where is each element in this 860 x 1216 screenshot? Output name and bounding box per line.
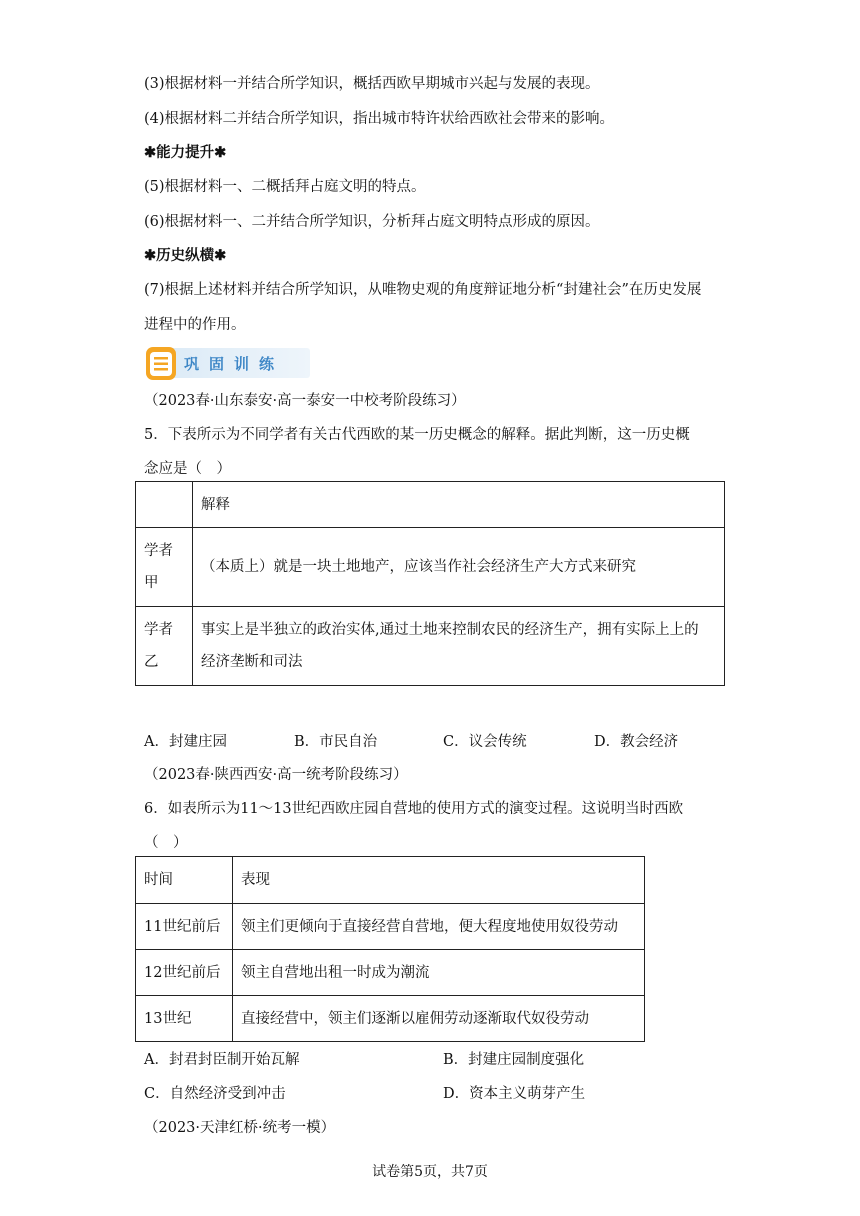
table-row [136, 904, 645, 950]
table-cell: （本质上）就是一块土地地产，应该当作社会经济生产大方式来研究 [193, 528, 725, 607]
table-cell: 学者 乙 [136, 607, 193, 686]
question-4: (4)根据材料二并结合所学知识，指出城市特许状给西欧社会带来的影响。 [144, 111, 615, 127]
q6-table [135, 856, 645, 1042]
table-cell: 13世纪 [136, 996, 233, 1042]
q6-stem: 6．如表所示为11～13世纪西欧庄园自营地的使用方式的演变过程。这说明当时西欧 [144, 801, 684, 817]
question-3: (3)根据材料一并结合所学知识，概括西欧早期城市兴起与发展的表现。 [144, 76, 600, 92]
question-5-sub: (5)根据材料一、二概括拜占庭文明的特点。 [144, 179, 426, 195]
table-row [136, 950, 645, 996]
table-row [136, 607, 725, 686]
question-7-cont: 进程中的作用。 [144, 317, 246, 333]
q6-option-a[interactable]: A．封君封臣制开始瓦解 [144, 1052, 300, 1068]
section-history: ✱历史纵横✱ [144, 247, 227, 264]
table-row [136, 996, 645, 1042]
table-cell: 领主自营地出租一时成为潮流 [233, 950, 645, 996]
q6-source: （2023春·陕西西安·高一统考阶段练习） [144, 767, 408, 783]
notepad-icon [144, 345, 180, 383]
q5-option-a[interactable]: A．封建庄园 [144, 734, 227, 750]
question-6-sub: (6)根据材料一、二并结合所学知识，分析拜占庭文明特点形成的原因。 [144, 214, 600, 230]
practice-banner [144, 345, 310, 379]
q5-source: （2023春·山东泰安·高一泰安一中校考阶段练习） [144, 393, 466, 409]
table-header-cell: 解释 [193, 482, 725, 528]
q6-stem-cont: （ ） [144, 835, 188, 851]
banner-label: 巩固训练 [184, 355, 285, 373]
question-7: (7)根据上述材料并结合所学知识，从唯物史观的角度辩证地分析“封建社会”在历史发展 [144, 282, 702, 298]
q6-option-b[interactable]: B．封建庄园制度强化 [443, 1052, 585, 1068]
page-footer: 试卷第5页，共7页 [372, 1164, 488, 1180]
q5-table [135, 481, 725, 686]
table-cell: 11世纪前后 [136, 904, 233, 950]
q5-stem-cont: 念应是（ ） [144, 461, 231, 477]
q6-option-c[interactable]: C．自然经济受到冲击 [144, 1086, 286, 1102]
table-cell: 学者 甲 [136, 528, 193, 607]
table-cell: 12世纪前后 [136, 950, 233, 996]
q5-option-b[interactable]: B．市民自治 [294, 734, 378, 750]
q5-stem: 5．下表所示为不同学者有关古代西欧的某一历史概念的解释。据此判断，这一历史概 [144, 427, 690, 443]
table-header-cell: 时间 [136, 857, 233, 904]
table-row [136, 528, 725, 607]
table-cell: 事实上是半独立的政治实体,通过土地来控制农民的经济生产，拥有实际上上的 经济垄断和司法 [193, 607, 725, 686]
table-cell: 直接经营中，领主们逐渐以雇佣劳动逐渐取代奴役劳动 [233, 996, 645, 1042]
table-row [136, 857, 645, 904]
q5-option-d[interactable]: D．教会经济 [594, 734, 679, 750]
q5-option-c[interactable]: C．议会传统 [443, 734, 527, 750]
next-question-source: （2023·天津红桥·统考一模） [144, 1120, 336, 1136]
table-header-cell [136, 482, 193, 528]
table-cell: 领主们更倾向于直接经营自营地，便大程度地使用奴役劳动 [233, 904, 645, 950]
q6-option-d[interactable]: D．资本主义萌芽产生 [443, 1086, 586, 1102]
table-row [136, 482, 725, 528]
section-ability: ✱能力提升✱ [144, 144, 227, 161]
table-header-cell: 表现 [233, 857, 645, 904]
